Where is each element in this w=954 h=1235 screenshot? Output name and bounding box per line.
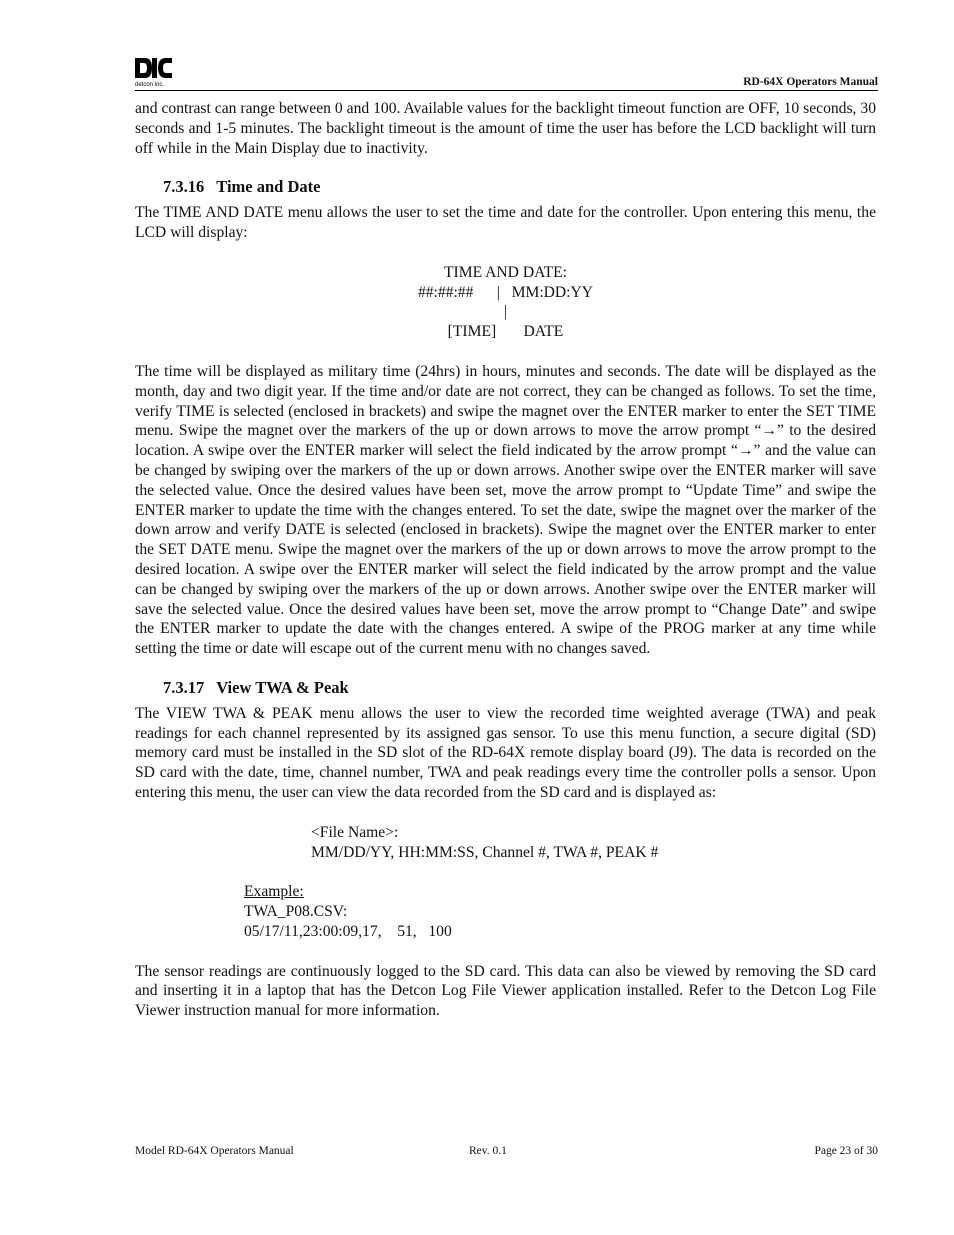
lcd-line-3: | xyxy=(503,303,508,321)
format-line-2: MM/DD/YY, HH:MM:SS, Channel #, TWA #, PEAK # xyxy=(311,843,659,861)
format-line-1: <File Name>: xyxy=(311,823,399,841)
header-title: RD-64X Operators Manual xyxy=(743,76,878,88)
time-date-intro: The TIME AND DATE menu allows the user to set the time and date for the controller. Upon entering this menu, the LCD will display: xyxy=(135,204,876,241)
lcd-display-sample xyxy=(135,263,876,342)
section-heading-time-date xyxy=(163,177,876,197)
example-label: Example: xyxy=(244,883,304,901)
sd-data-example xyxy=(244,882,876,941)
section-title: View TWA & Peak xyxy=(216,677,349,697)
section-number: 7.3.16 xyxy=(163,177,205,197)
twa-peak-intro: The VIEW TWA & PEAK menu allows the user to view the recorded time weighted average (TWA) and peak readings for each channel represented by its assigned gas sensor. To use this menu function, a secure digital (SD) memory card must be installed in the SD slot of the RD-64X remote display board (J9). The data is recorded on the SD card with the date, time, channel number, TWA and peak readings every time the controller polls a sensor. Upon entering this menu, the user can view the data recorded from the SD card and is displayed as: xyxy=(135,704,876,801)
example-line-1: TWA_P08.CSV: xyxy=(244,903,348,921)
section-number: 7.3.17 xyxy=(163,677,205,697)
section-heading-twa-peak xyxy=(163,678,876,698)
footer-right: Page 23 of 30 xyxy=(814,1145,878,1157)
page-content xyxy=(135,99,876,1021)
section-title: Time and Date xyxy=(216,177,321,197)
twa-peak-closing: The sensor readings are continuously logged to the SD card. This data can also be viewed by removing the SD card and inserting it in a laptop that has the Detcon Log File Viewer application installed. Refer to the Detcon Log File Viewer instruction manual for more information. xyxy=(135,962,876,1020)
example-line-2: 05/17/11,23:00:09,17, 51, 100 xyxy=(244,922,452,940)
footer-center: Rev. 0.1 xyxy=(469,1145,507,1157)
header-divider xyxy=(135,90,878,91)
sd-data-format xyxy=(311,823,876,863)
lcd-line-2: ##:##:## | MM:DD:YY xyxy=(417,283,594,301)
lcd-line-1: TIME AND DATE: xyxy=(443,263,567,281)
logo-text: detcon inc. xyxy=(135,82,165,88)
detcon-logo xyxy=(135,56,173,88)
page-footer xyxy=(135,1145,878,1159)
intro-paragraph: and contrast can range between 0 and 100. Available values for the backlight timeout function are OFF, 10 seconds, 30 seconds and 1-5 minutes. The backlight timeout is the amount of time the user has before the LCD backlight will turn off while in the Main Display due to inactivity. xyxy=(135,100,876,157)
time-date-instructions: The time will be displayed as military time (24hrs) in hours, minutes and seconds. The date will be displayed as the month, day and two digit year. If the time and/or date are not correct, they can be changed as follows. To set the time, verify TIME is selected (enclosed in brackets) and swipe the magnet over the ENTER marker to enter the SET TIME menu. Swipe the magnet over the markers of the up or down arrows to move the arrow prompt “→” to the desired location. A swipe over the ENTER marker will select the field indicated by the arrow prompt “→” and the value can be changed by swiping over the markers of the up or down arrows. Another swipe over the ENTER marker will save the selected value. Once the desired values have been set, move the arrow prompt to “Update Time” and swipe the ENTER marker to update the time with the changes entered. To set the date, swipe the magnet over the marker of the down arrow and verify DATE is selected (enclosed in brackets). Swipe the magnet over the ENTER marker to enter the SET DATE menu. Swipe the magnet over the markers of the up or down arrows to move the arrow prompt to the desired location. A swipe over the ENTER marker will select the field indicated by the arrow prompt and the value can be changed by swiping over the markers of the up or down arrows. Another swipe over the ENTER marker will save the selected value. Once the desired values have been set, move the arrow prompt to “Change Date” and swipe the ENTER marker to update the date with the changes entered. A swipe of the PROG marker at any time while setting the time or date will escape out of the current menu with no changes saved. xyxy=(135,362,876,658)
lcd-line-4: [TIME] DATE xyxy=(447,323,564,341)
footer-left: Model RD-64X Operators Manual xyxy=(135,1145,294,1157)
